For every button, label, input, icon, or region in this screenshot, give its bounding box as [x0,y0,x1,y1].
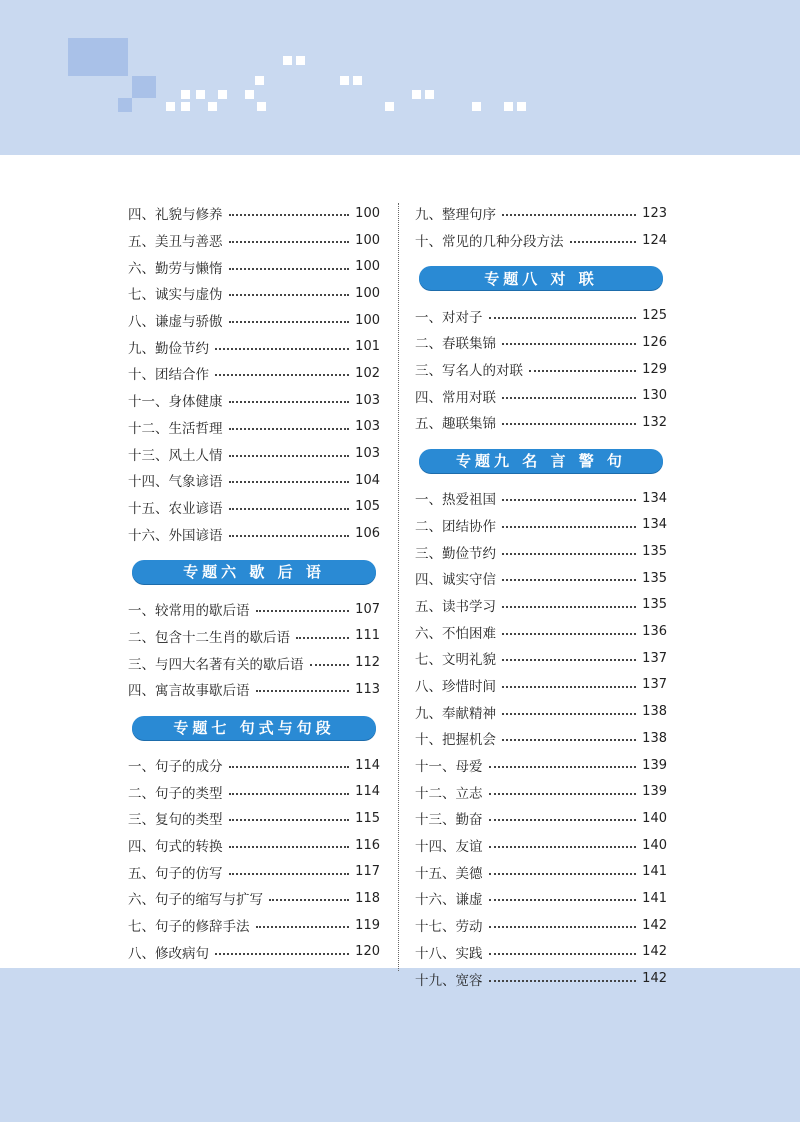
entry-number: 十八、 [415,945,456,962]
leader-dots [502,526,636,528]
toc-entry[interactable] [128,912,380,939]
entry-page: 132 [642,414,667,430]
entry-number: 八、 [415,678,442,695]
entry-title: 春联集锦 [442,336,496,353]
leader-dots [229,766,350,768]
entry-page: 141 [642,890,667,906]
entry-page: 124 [642,232,667,248]
leader-dots [269,899,349,901]
toc-entry[interactable] [415,858,667,885]
toc-group-continued [128,200,380,547]
toc-entry[interactable] [415,538,667,565]
entry-number: 五、 [128,865,155,882]
entry-number: 八、 [128,314,155,331]
toc-entry[interactable] [128,333,380,360]
leader-dots [502,686,636,688]
toc-entry[interactable] [128,778,380,805]
toc-entry[interactable] [415,645,667,672]
entry-title: 与四大名著有关的歇后语 [155,656,304,673]
decor-dot [257,102,266,111]
entry-page: 107 [355,601,380,617]
leader-dots [256,610,350,612]
toc-entry[interactable] [415,832,667,859]
entry-number: 七、 [128,287,155,304]
entry-number: 五、 [128,234,155,251]
entry-page: 116 [355,837,380,853]
leader-dots [229,268,350,270]
entry-title: 宽容 [455,972,483,989]
decor-dot [196,90,205,99]
decor-dot [504,102,513,111]
entry-page: 137 [642,650,667,666]
entry-page: 113 [355,681,380,697]
leader-dots [502,739,636,741]
entry-number: 十四、 [128,474,169,491]
entry-page: 140 [642,810,667,826]
entry-title: 外国谚语 [168,527,223,544]
entry-title: 不怕困难 [442,625,496,642]
entry-title: 礼貌与修养 [155,207,223,224]
entry-page: 135 [642,544,667,560]
decor-dot [255,76,264,85]
entry-number: 十、 [128,367,155,384]
entry-title: 句子的缩写与扩写 [155,892,263,909]
section-heading-9[interactable]: 专题九 名 言 警 句 [419,449,663,473]
toc-entry[interactable] [128,832,380,859]
entry-page: 100 [355,205,380,221]
entry-page: 142 [642,971,667,987]
leader-dots [502,499,636,501]
entry-number: 十、 [415,234,442,251]
entry-number: 十三、 [128,447,169,464]
leader-dots [229,846,350,848]
toc-entry[interactable] [415,485,667,512]
entry-page: 129 [642,361,667,377]
toc-entry[interactable] [415,329,667,356]
toc-left-column [128,200,380,965]
footer-band [0,968,800,1122]
leader-dots [489,873,637,875]
decor-dot [208,102,217,111]
decor-dot [472,102,481,111]
leader-dots [310,664,350,666]
toc-entry[interactable] [128,885,380,912]
leader-dots [229,214,350,216]
toc-entry[interactable] [128,752,380,779]
leader-dots [502,343,636,345]
entry-title: 勤奋 [455,812,483,829]
entry-page: 100 [355,232,380,248]
entry-page: 134 [642,490,667,506]
toc-group-section7 [128,752,380,966]
entry-title: 劳动 [455,919,483,936]
entry-number: 四、 [128,207,155,224]
entry-number: 十六、 [415,892,456,909]
entry-page: 141 [642,864,667,880]
entry-title: 谦虚与骄傲 [155,314,223,331]
toc-entry[interactable] [415,592,667,619]
leader-dots [215,348,349,350]
toc-entry[interactable] [128,623,380,650]
entry-title: 实践 [455,945,483,962]
leader-dots [489,317,637,319]
entry-number: 一、 [415,492,442,509]
decor-dot [218,90,227,99]
entry-number: 一、 [415,309,442,326]
entry-page: 120 [355,944,380,960]
entry-title: 写名人的对联 [442,363,523,380]
toc-entry[interactable] [415,698,667,725]
entry-number: 一、 [128,603,155,620]
entry-title: 修改病句 [155,945,209,962]
entry-title: 勤俭节约 [442,545,496,562]
entry-number: 十二、 [415,785,456,802]
leader-dots [570,241,637,243]
leader-dots [256,926,350,928]
entry-title: 气象谚语 [168,474,223,491]
toc-entry[interactable] [128,649,380,676]
entry-page: 138 [642,704,667,720]
toc-right-column [415,200,667,992]
toc-entry[interactable] [415,409,667,436]
leader-dots [229,481,350,483]
leader-dots [229,428,350,430]
entry-number: 九、 [415,705,442,722]
leader-dots [529,370,636,372]
toc-entry[interactable] [128,939,380,966]
entry-number: 四、 [128,839,155,856]
entry-page: 125 [642,308,667,324]
toc-entry[interactable] [415,778,667,805]
entry-page: 140 [642,837,667,853]
entry-number: 五、 [415,416,442,433]
leader-dots [229,241,350,243]
entry-page: 101 [355,339,380,355]
entry-title: 句子的成分 [155,759,223,776]
entry-number: 十四、 [415,839,456,856]
leader-dots [489,766,637,768]
decor-dot [181,90,190,99]
leader-dots [215,374,349,376]
entry-title: 立志 [455,785,483,802]
entry-page: 100 [355,285,380,301]
entry-title: 谦虚 [455,892,483,909]
entry-number: 十、 [415,732,442,749]
entry-title: 友谊 [455,839,483,856]
entry-title: 常用对联 [442,389,496,406]
leader-dots [502,633,636,635]
entry-number: 二、 [128,785,155,802]
leader-dots [229,321,350,323]
entry-number: 六、 [128,260,155,277]
entry-title: 读书学习 [442,598,496,615]
toc-entry[interactable] [415,618,667,645]
leader-dots [502,397,636,399]
toc-entry[interactable] [415,356,667,383]
entry-title: 包含十二生肖的歇后语 [155,629,290,646]
toc-entry[interactable] [128,200,380,227]
entry-title: 勤劳与懒惰 [155,260,223,277]
toc-entry[interactable] [128,360,380,387]
entry-title: 团结协作 [442,518,496,535]
entry-number: 十一、 [128,394,169,411]
toc-entry[interactable] [415,227,667,254]
entry-number: 七、 [128,919,155,936]
toc-entry[interactable] [415,725,667,752]
decor-dot [296,56,305,65]
entry-number: 四、 [415,389,442,406]
entry-title: 美丑与善恶 [155,234,223,251]
decor-dot [245,90,254,99]
leader-dots [229,455,350,457]
entry-page: 111 [355,628,380,644]
toc-entry[interactable] [415,965,667,992]
entry-number: 三、 [415,363,442,380]
toc-group-section8 [415,302,667,435]
entry-title: 对对子 [442,309,483,326]
entry-page: 103 [355,446,380,462]
toc-entry[interactable] [128,307,380,334]
toc-entry[interactable] [415,885,667,912]
entry-title: 文明礼貌 [442,652,496,669]
entry-number: 七、 [415,652,442,669]
leader-dots [489,819,637,821]
entry-title: 句式的转换 [155,839,223,856]
leader-dots [229,401,350,403]
leader-dots [229,535,350,537]
entry-title: 整理句序 [442,207,496,224]
decor-dot [166,102,175,111]
entry-number: 十七、 [415,919,456,936]
entry-page: 126 [642,334,667,350]
entry-number: 十一、 [415,759,456,776]
entry-number: 十二、 [128,420,169,437]
entry-number: 六、 [415,625,442,642]
entry-number: 九、 [415,207,442,224]
entry-number: 五、 [415,598,442,615]
leader-dots [502,713,636,715]
entry-page: 114 [355,757,380,773]
entry-page: 102 [355,365,380,381]
decor-dot [181,102,190,111]
toc-entry[interactable] [415,512,667,539]
toc-group-section9 [415,485,667,992]
entry-page: 123 [642,205,667,221]
entry-page: 105 [355,499,380,515]
entry-page: 115 [355,810,380,826]
toc-entry[interactable] [415,382,667,409]
entry-number: 九、 [128,340,155,357]
entry-page: 104 [355,472,380,488]
leader-dots [502,553,636,555]
entry-title: 珍惜时间 [442,678,496,695]
entry-title: 勤俭节约 [155,340,209,357]
decor-dot [385,102,394,111]
decor-dot [353,76,362,85]
toc-entry[interactable] [128,520,380,547]
entry-title: 生活哲理 [168,420,223,437]
leader-dots [229,793,350,795]
entry-number: 二、 [415,518,442,535]
toc-entry[interactable] [128,494,380,521]
entry-title: 诚实守信 [442,572,496,589]
toc-entry[interactable] [128,805,380,832]
leader-dots [502,423,636,425]
section-heading-6[interactable]: 专题六 歇 后 语 [132,560,376,584]
decor-square-medium [132,76,156,98]
entry-title: 句子的类型 [155,785,223,802]
toc-entry[interactable] [128,858,380,885]
leader-dots [229,819,350,821]
entry-title: 较常用的歇后语 [155,603,250,620]
entry-number: 四、 [415,572,442,589]
toc-entry[interactable] [128,676,380,703]
leader-dots [489,899,637,901]
entry-page: 142 [642,944,667,960]
entry-number: 四、 [128,683,155,700]
section-heading-7[interactable]: 专题七 句式与句段 [132,716,376,740]
toc-entry[interactable] [128,227,380,254]
leader-dots [502,214,636,216]
toc-entry[interactable] [128,440,380,467]
entry-title: 句子的修辞手法 [155,919,250,936]
leader-dots [229,294,350,296]
leader-dots [489,926,637,928]
toc-entry[interactable] [128,280,380,307]
entry-page: 135 [642,570,667,586]
entry-title: 风土人情 [168,447,223,464]
entry-page: 119 [355,917,380,933]
entry-title: 热爱祖国 [442,492,496,509]
entry-title: 诚实与虚伪 [155,287,223,304]
leader-dots [489,793,637,795]
toc-group-section6 [128,596,380,703]
entry-page: 130 [642,388,667,404]
entry-title: 复句的类型 [155,812,223,829]
leader-dots [502,659,636,661]
section-heading-8[interactable]: 专题八 对 联 [419,266,663,290]
toc-entry[interactable] [128,253,380,280]
leader-dots [229,873,350,875]
decor-dot [412,90,421,99]
entry-page: 139 [642,757,667,773]
decor-dot [517,102,526,111]
toc-entry[interactable] [415,200,667,227]
entry-page: 112 [355,655,380,671]
entry-number: 十六、 [128,527,169,544]
leader-dots [296,637,349,639]
leader-dots [229,508,350,510]
toc-entry[interactable] [415,672,667,699]
entry-number: 三、 [128,656,155,673]
decor-square-small [118,98,132,112]
entry-page: 139 [642,784,667,800]
decor-dot [425,90,434,99]
entry-page: 142 [642,917,667,933]
entry-number: 一、 [128,759,155,776]
entry-title: 趣联集锦 [442,416,496,433]
entry-number: 六、 [128,892,155,909]
toc-entry[interactable] [128,467,380,494]
entry-title: 身体健康 [168,394,223,411]
entry-title: 把握机会 [442,732,496,749]
leader-dots [215,953,349,955]
toc-entry[interactable] [415,302,667,329]
leader-dots [502,606,636,608]
leader-dots [256,690,350,692]
toc-group-continued [415,200,667,253]
entry-title: 美德 [455,865,483,882]
toc-entry[interactable] [415,939,667,966]
entry-title: 团结合作 [155,367,209,384]
leader-dots [489,953,637,955]
entry-number: 二、 [128,629,155,646]
entry-page: 103 [355,392,380,408]
entry-title: 母爱 [455,759,483,776]
entry-page: 134 [642,517,667,533]
entry-title: 寓言故事歇后语 [155,683,250,700]
entry-number: 十五、 [415,865,456,882]
entry-page: 136 [642,624,667,640]
toc-entry[interactable] [415,752,667,779]
decor-square-large [68,38,128,76]
entry-page: 138 [642,730,667,746]
entry-page: 100 [355,312,380,328]
leader-dots [489,980,637,982]
entry-page: 103 [355,419,380,435]
entry-page: 114 [355,784,380,800]
entry-page: 100 [355,259,380,275]
entry-number: 三、 [415,545,442,562]
entry-page: 137 [642,677,667,693]
entry-page: 135 [642,597,667,613]
decor-dot [283,56,292,65]
toc-entry[interactable] [415,912,667,939]
entry-title: 奉献精神 [442,705,496,722]
entry-title: 句子的仿写 [155,865,223,882]
leader-dots [502,579,636,581]
toc-entry[interactable] [415,565,667,592]
entry-title: 农业谚语 [168,500,223,517]
entry-title: 常见的几种分段方法 [442,234,564,251]
toc-entry[interactable] [128,387,380,414]
entry-number: 十九、 [415,972,456,989]
toc-entry[interactable] [415,805,667,832]
entry-page: 118 [355,890,380,906]
decor-dot [340,76,349,85]
entry-page: 106 [355,526,380,542]
entry-number: 八、 [128,945,155,962]
entry-number: 十五、 [128,500,169,517]
leader-dots [489,846,637,848]
toc-entry[interactable] [128,596,380,623]
entry-number: 十三、 [415,812,456,829]
entry-page: 117 [355,864,380,880]
entry-number: 二、 [415,336,442,353]
header-band [0,0,800,155]
entry-number: 三、 [128,812,155,829]
toc-entry[interactable] [128,414,380,441]
column-divider [398,203,399,971]
